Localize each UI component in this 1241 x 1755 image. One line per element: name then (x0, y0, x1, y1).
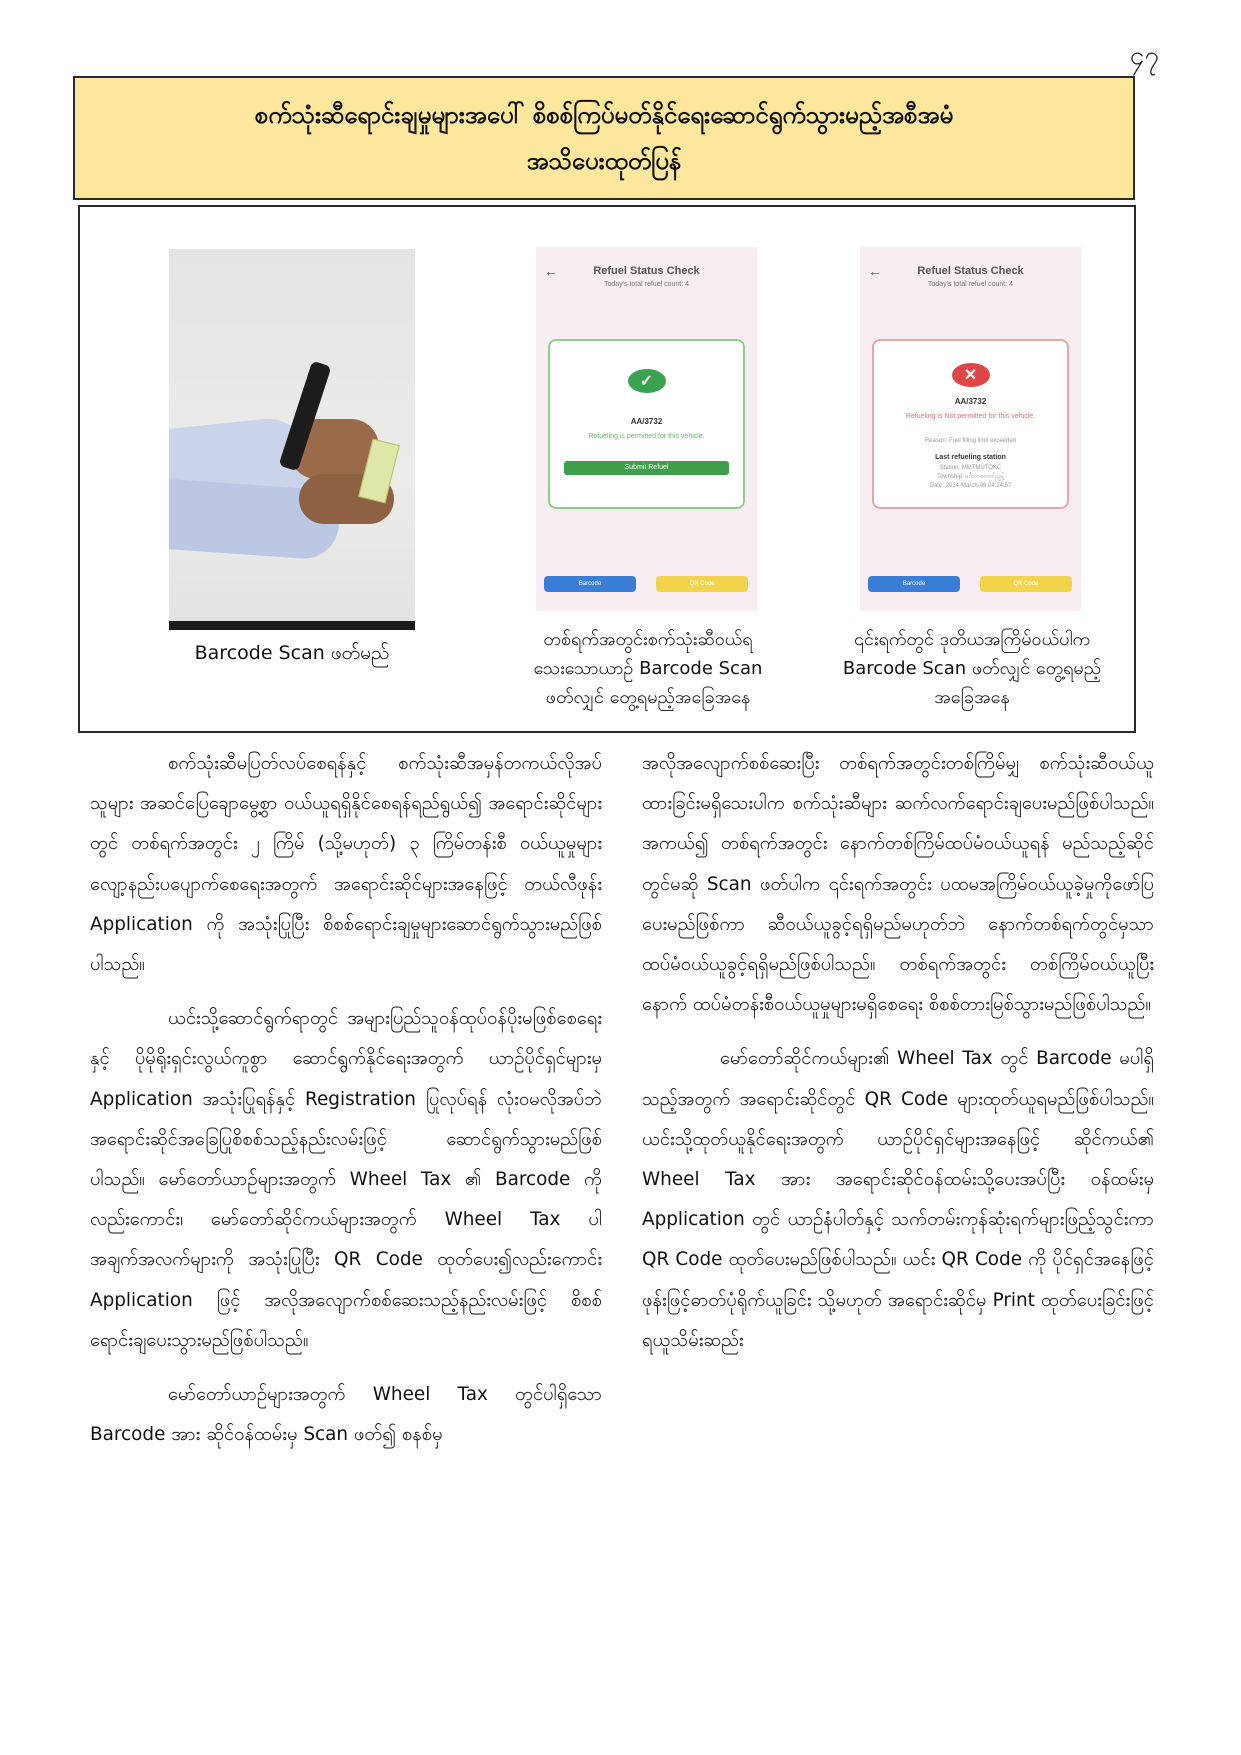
panel2-caption (498, 625, 798, 712)
panel1-caption: Barcode Scan ဖတ်မည် (194, 642, 390, 664)
panel2-caption-line-2: သေးသောယာဉ် Barcode Scan (533, 658, 763, 679)
status-card (548, 339, 745, 509)
panel2-caption-line-1: တစ်ရက်အတွင်းစက်သုံးဆီဝယ်ရ (543, 629, 753, 650)
figure-box (78, 205, 1136, 733)
right-column (642, 744, 1154, 1361)
close-icon: ✕ (952, 363, 990, 387)
left-column (90, 744, 602, 1455)
screen-subtitle: Today's total refuel count: 4 (928, 281, 1013, 288)
left-paragraph-3: မော်တော်ယာဉ်များအတွက် Wheel Tax တွင်ပါရှိသော Barcode အား ဆိုင်ဝန်ထမ်းမှ Scan ဖတ်၍ စနစ်မှ (90, 1384, 602, 1446)
panel3-caption-line-2: Barcode Scan ဖတ်လျှင် တွေ့ရမည့် (842, 658, 1102, 679)
submit-refuel-button[interactable]: Submit Refuel (564, 461, 729, 475)
screen-subtitle: Today's total refuel count: 4 (604, 281, 689, 288)
refuel-not-permitted-screen (860, 247, 1081, 611)
date-text: Date: 2024-March-08 04:24:57 (929, 483, 1012, 489)
last-station-label: Last refueling station (935, 454, 1006, 461)
photo-bottom-bar (169, 621, 415, 630)
right-paragraph-1: အလိုအလျောက်စစ်ဆေးပြီး တစ်ရက်အတွင်းတစ်ကြိမ်မျှ စက်သုံးဆီဝယ်ယူထားခြင်းမရှိသေးပါက စက်သုံးဆီများ ဆက်လက်ရောင်းချပေးမည်ဖြစ်ပါသည်။ အကယ်၍ တစ်ရက်အတွင်း နောက်တစ်ကြိမ်ထပ်မံဝယ်ယူရန် မည်သည့်ဆိုင်တွင်မဆို Scan ဖတ်ပါက ၎င်းရက်အတွင်း ပထမအကြိမ်ဝယ်ယူခဲ့မှုကိုဖော်ပြပေးမည်ဖြစ်ကာ ဆီဝယ်ယူခွင့်ရရှိမည်မဟုတ်ဘဲ နောက်တစ်ရက်တွင်မှသာ ထပ်မံဝယ်ယူခွင့်ရရှိမည်ဖြစ်ပါသည်။ တစ်ရက်အတွင်း တစ်ကြိမ်ဝယ်ယူပြီးနောက် ထပ်မံတန်းစီဝယ်ယူမှုများမရှိစေရေး စိစစ်တားမြစ်သွားမည်ဖြစ်ပါသည်။ (642, 753, 1154, 1016)
status-card (872, 339, 1069, 509)
left-paragraph-2: ယင်းသို့ဆောင်ရွက်ရာတွင် အများပြည်သူဝန်ထုပ်ဝန်ပိုးမဖြစ်စေရေးနှင့် ပိုမိုရိုးရှင်းလွယ်ကူစွာ ဆောင်ရွက်နိုင်ရေးအတွက် ယာဉ်ပိုင်ရှင်များမှ Application အသုံးပြုရန်နှင့် Registration ပြုလုပ်ရန် လုံးဝမလိုအပ်ဘဲ အရောင်းဆိုင်အခြေပြုစိစစ်သည့်နည်းလမ်းဖြင့် ဆောင်ရွက်သွားမည်ဖြစ်ပါသည်။ မော်တော်ယာဉ်များအတွက် Wheel Tax ၏ Barcode ကိုလည်းကောင်း၊ မော်တော်ဆိုင်ကယ်များအတွက် Wheel Tax ပါအချက်အလက်များကို အသုံးပြုပြီး QR Code ထုတ်ပေး၍လည်းကောင်း Application ဖြင့် အလိုအလျောက်စစ်ဆေးသည့်နည်းလမ်းဖြင့် စိစစ်ရောင်းချပေးသွားမည်ဖြစ်ပါသည်။ (90, 1008, 602, 1351)
check-icon: ✓ (628, 369, 666, 393)
title-line-1: စက်သုံးဆီရောင်းချမှုများအပေါ် စိစစ်ကြပ်မတ်နိုင်ရေးဆောင်ရွက်သွားမည့်အစီအမံ (254, 101, 954, 129)
qr-code-tab[interactable]: QR Code (980, 576, 1072, 592)
back-arrow-icon: ← (544, 263, 558, 279)
panel2-caption-line-3: ဖတ်လျှင် တွေ့ရမည့်အခြေအနေ (545, 687, 751, 708)
status-message: Refueling is Not permitted for this vehicle. (905, 413, 1036, 420)
station-text: Station: MMTMUTOKC (939, 465, 1002, 471)
screen-title: Refuel Status Check (917, 265, 1024, 277)
page-number: ၄၇ (1129, 41, 1159, 71)
status-message: Refueling is permitted for this vehicle. (588, 433, 705, 440)
title-line-2: အသိပေးထုတ်ပြန် (526, 147, 682, 175)
qr-code-tab[interactable]: QR Code (656, 576, 748, 592)
barcode-scan-photo (169, 249, 415, 630)
right-paragraph-2: မော်တော်ဆိုင်ကယ်များ၏ Wheel Tax တွင် Barcode မပါရှိသည့်အတွက် အရောင်းဆိုင်တွင် QR Code များထုတ်ယူရမည်ဖြစ်ပါသည်။ ယင်းသို့ထုတ်ယူနိုင်ရေးအတွက် ယာဉ်ပိုင်ရှင်များအနေဖြင့် ဆိုင်ကယ်၏ Wheel Tax အား အရောင်းဆိုင်ဝန်ထမ်းသို့ပေးအပ်ပြီး ဝန်ထမ်းမှ Application တွင် ယာဉ်နံပါတ်နှင့် သက်တမ်းကုန်ဆုံးရက်များဖြည့်သွင်းကာ QR Code ထုတ်ပေးမည်ဖြစ်ပါသည်။ ယင်း QR Code ကို ပိုင်ရှင်အနေဖြင့် ဖုန်းဖြင့်ဓာတ်ပုံရိုက်ယူခြင်း သို့မဟုတ် အရောင်းဆိုင်မှ Print ထုတ်ပေးခြင်းဖြင့် ရယူသိမ်းဆည်း (642, 1048, 1154, 1351)
barcode-tab[interactable]: Barcode (868, 576, 960, 592)
township-text: Township: မင်္ဂလာတောင်ညွန့် (936, 474, 1005, 480)
panel3-caption (822, 625, 1122, 712)
left-paragraph-1: စက်သုံးဆီမပြတ်လပ်စေရန်နှင့် စက်သုံးဆီအမှန်တကယ်လိုအပ်သူများ အဆင်ပြေချောမွေ့စွာ ဝယ်ယူရရှိနိုင်စေရန်ရည်ရွယ်၍ အရောင်းဆိုင်များတွင် တစ်ရက်အတွင်း ၂ ကြိမ် (သို့မဟုတ်) ၃ ကြိမ်တန်းစီ ဝယ်ယူမှုများလျော့နည်းပပျောက်စေရေးအတွက် အရောင်းဆိုင်များအနေဖြင့် တယ်လီဖုန်း Application ကို အသုံးပြုပြီး စိစစ်ရောင်းချမှုများဆောင်ရွက်သွားမည်ဖြစ်ပါသည်။ (90, 753, 602, 976)
back-arrow-icon: ← (868, 263, 882, 279)
plate-number: AA/3732 (630, 417, 663, 426)
title-box (73, 76, 1135, 200)
plate-number: AA/3732 (954, 397, 987, 406)
screen-title: Refuel Status Check (593, 265, 700, 277)
panel3-caption-line-3: အခြေအနေ (934, 687, 1010, 708)
reason-text: Reason: Fuel filling limit exceeded (924, 438, 1017, 444)
barcode-tab[interactable]: Barcode (544, 576, 636, 592)
refuel-permitted-screen (536, 247, 757, 611)
panel3-caption-line-1: ၎င်းရက်တွင် ဒုတိယအကြိမ်ဝယ်ပါက (853, 629, 1091, 650)
